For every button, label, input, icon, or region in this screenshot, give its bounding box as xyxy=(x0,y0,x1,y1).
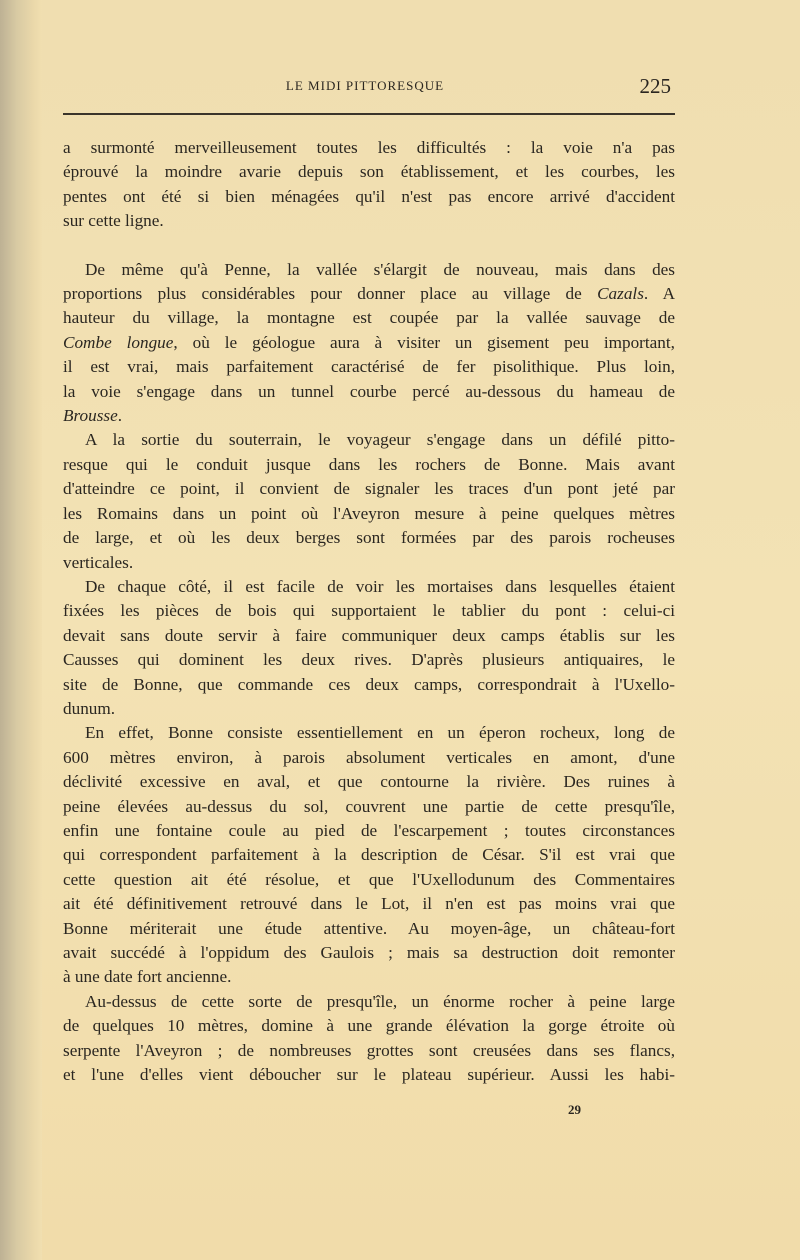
header-rule xyxy=(63,113,675,115)
text-line: hauteur du village, la montagne est coupée par la vallée sauvage de xyxy=(63,308,675,328)
text-line: éprouvé la moindre avarie depuis son établissement, et les courbes, les xyxy=(63,162,675,182)
text-line: Au-dessus de cette sorte de presqu'île, un énorme rocher à peine large xyxy=(85,991,675,1011)
paragraph-4 xyxy=(63,575,675,721)
text-span: . xyxy=(117,406,123,426)
text-line: cette question ait été résolue, et que l'Uxellodunum des Commentaires xyxy=(63,869,675,889)
text-line: a surmonté merveilleusement toutes les difficultés : la voie n'a pas xyxy=(63,138,675,157)
text-line: serpente l'Aveyron ; de nombreuses grottes sont creusées dans ses flancs, xyxy=(63,1040,675,1060)
text-line xyxy=(63,282,675,306)
text-line: dunum. xyxy=(63,698,116,718)
text-line xyxy=(63,258,675,282)
paragraph-3 xyxy=(63,428,675,574)
text-line: il est vrai, mais parfaitement caractérisé de fer pisolithique. Plus loin, xyxy=(63,357,675,377)
text-line: à une date fort ancienne. xyxy=(63,967,232,987)
text-line xyxy=(63,331,675,355)
text-line: qui correspondent parfaitement à la description de César. S'il est vrai que xyxy=(63,845,675,865)
text-line: les Romains dans un point où l'Aveyron mesure à peine quelques mètres xyxy=(63,503,675,523)
text-line: et l'une d'elles vient déboucher sur le plateau supérieur. Aussi les habi- xyxy=(63,1065,675,1085)
running-title: LE MIDI PITTORESQUE xyxy=(285,78,445,93)
book-gutter-shadow xyxy=(0,0,42,1260)
paragraph-6 xyxy=(63,990,675,1088)
body-text xyxy=(63,136,675,1087)
text-span: proportions plus considérables pour donner place au village de xyxy=(63,284,598,304)
text-line: ait été définitivement retrouvé dans le Lot, il n'en est pas moins vrai que xyxy=(63,894,675,914)
text-line: De chaque côté, il est facile de voir les mortaises dans lesquelles étaient xyxy=(85,576,675,596)
text-line: site de Bonne, que commande ces deux camps, correspondrait à l'Uxello- xyxy=(63,674,675,694)
text-line: resque qui le conduit jusque dans les rochers de Bonne. Mais avant xyxy=(63,454,675,474)
place-name-brousse: Brousse xyxy=(63,406,118,426)
text-line: devait sans doute servir à faire communiquer deux camps établis sur les xyxy=(63,625,675,645)
running-header xyxy=(55,74,675,98)
text-line: peine élevées au-dessus du sol, couvrent une partie de cette presqu'île, xyxy=(63,796,675,816)
text-line xyxy=(63,404,675,428)
text-line: de quelques 10 mètres, domine à une grande élévation la gorge étroite où xyxy=(63,1016,675,1036)
text-line: sur cette ligne. xyxy=(63,211,164,231)
text-line: d'atteindre ce point, il convient de signaler les traces d'un pont jeté par xyxy=(63,479,675,499)
paragraph-2 xyxy=(63,258,675,429)
text-line: déclivité excessive en aval, et que contourne la rivière. Des ruines à xyxy=(63,772,675,792)
text-line: avait succédé à l'oppidum des Gaulois ; mais sa destruction doit remonter xyxy=(63,943,675,962)
text-line: A la sortie du souterrain, le voyageur s'engage dans un défilé pitto- xyxy=(85,430,675,450)
text-line: Causses qui dominent les deux rives. D'après plusieurs antiquaires, le xyxy=(63,650,675,670)
paragraph-1 xyxy=(63,136,675,234)
place-name-cazals: Cazals xyxy=(597,284,644,304)
text-line: 600 mètres environ, à parois absolument verticales en amont, d'une xyxy=(63,747,675,767)
text-span: , où le géologue aura à visiter un gisement peu important, xyxy=(173,332,675,352)
text-line: fixées les pièces de bois qui supportaient le tablier du pont : celui-ci xyxy=(63,601,675,621)
text-span: De même qu'à Penne, la vallée s'élargit de nouveau, mais dans des xyxy=(85,259,675,279)
text-line: pentes ont été si bien ménagées qu'il n'est pas encore arrivé d'accident xyxy=(63,186,675,206)
text-line: enfin une fontaine coule au pied de l'escarpement ; toutes circonstances xyxy=(63,820,675,840)
text-span: . A xyxy=(643,284,675,304)
place-name-combe-longue: Combe longue xyxy=(63,332,174,352)
text-line: de large, et où les deux berges sont formées par des parois rocheuses xyxy=(63,528,675,548)
text-line: la voie s'engage dans un tunnel courbe percé au-dessous du hameau de xyxy=(63,381,675,401)
text-line: verticales. xyxy=(63,552,134,572)
paragraph-5 xyxy=(63,721,675,989)
page-number: 225 xyxy=(639,74,671,98)
text-line: En effet, Bonne consiste essentiellement en un éperon rocheux, long de xyxy=(85,723,675,743)
text-line: Bonne mériterait une étude attentive. Au moyen-âge, un château-fort xyxy=(63,918,675,938)
signature-mark: 29 xyxy=(568,1102,581,1117)
